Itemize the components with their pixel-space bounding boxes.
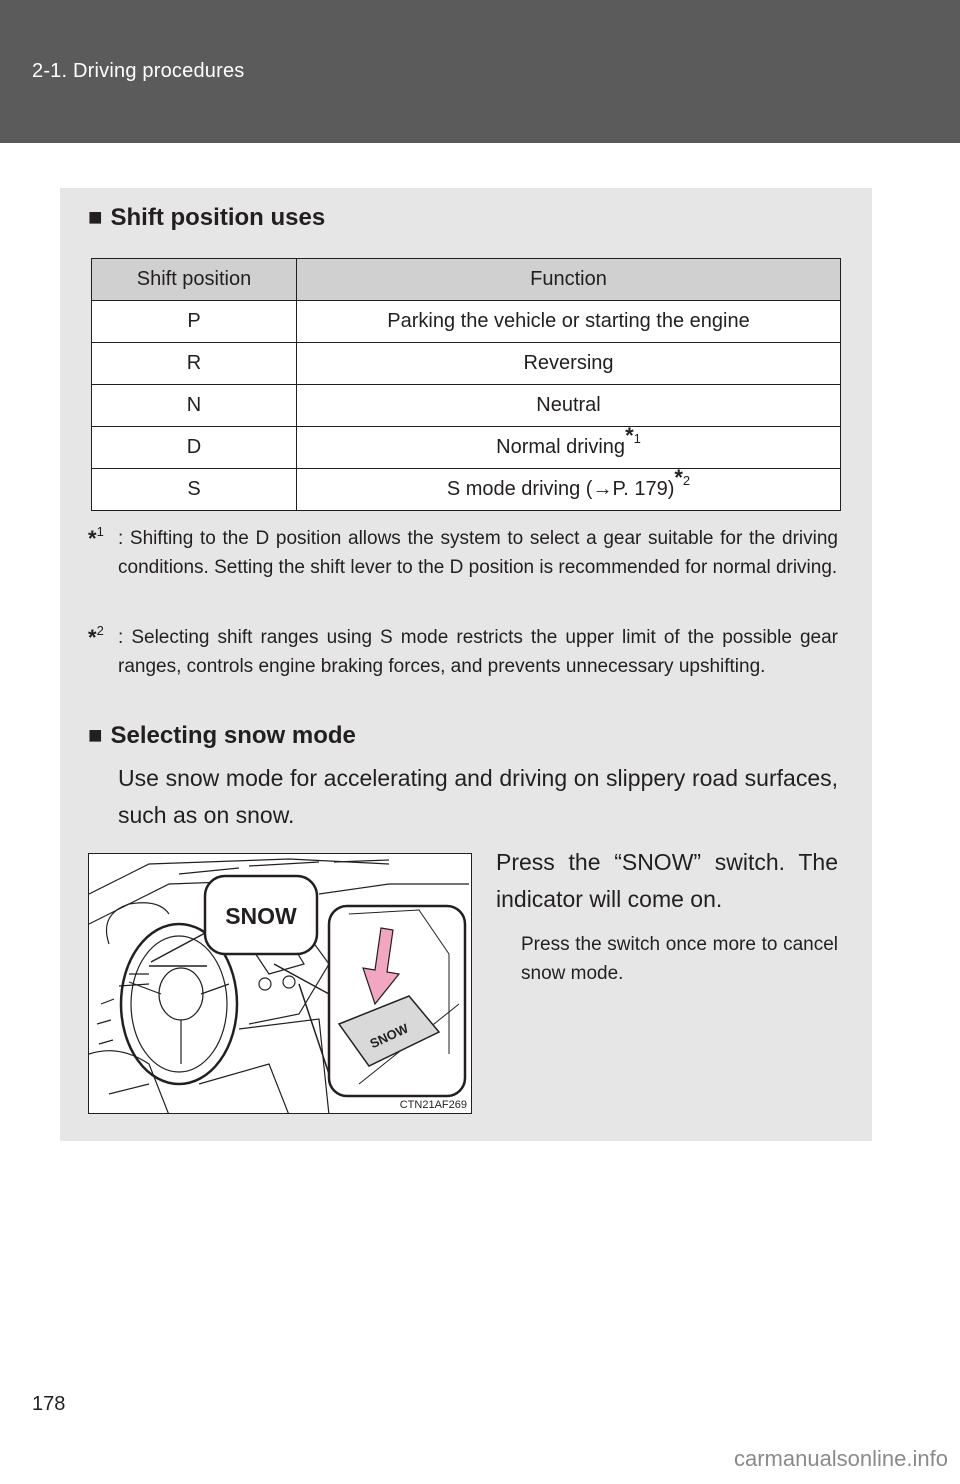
table-cell: D — [92, 427, 297, 469]
footnote-ref: *1 — [625, 423, 641, 448]
shift-position-table — [91, 258, 841, 511]
square-bullet-icon: ■ — [88, 204, 103, 231]
switch-label: SNOW — [367, 1020, 411, 1052]
cabin-drawing — [89, 854, 472, 1114]
footnote-ref: *2 — [674, 465, 691, 490]
snow-mode-heading: ■ Selecting snow mode — [88, 722, 356, 749]
snow-mode-instruction: Press the “SNOW” switch. The indicator will come on. — [496, 849, 838, 912]
table-row — [92, 469, 841, 511]
footnote-2: *$^2$ : Selecting shift ranges using S mode restricts the upper limit of the possible gear ranges, controls engine braking forces, and prevents unnecessary upshifting. — [88, 623, 838, 677]
square-bullet-icon: ■ — [88, 722, 103, 749]
snow-mode-note: Press the switch once more to cancel snow mode. — [521, 934, 838, 984]
table-header-cell: Shift position — [92, 259, 297, 301]
table-header-cell: Function — [297, 259, 841, 301]
snow-switch-illustration — [88, 853, 472, 1114]
callout-label: SNOW — [225, 903, 297, 929]
table-cell: S — [92, 469, 297, 511]
table-cell: N — [92, 385, 297, 427]
table-cell: R — [92, 343, 297, 385]
table-row — [92, 301, 841, 343]
table-header-row — [92, 259, 841, 301]
table-cell: Reversing — [297, 343, 841, 385]
section-title: 2-1. Driving procedures — [32, 60, 245, 82]
snow-mode-intro: Use snow mode for accelerating and driving on slippery road surfaces, such as on snow. — [118, 765, 838, 828]
page-header — [0, 0, 960, 143]
table-cell: Parking the vehicle or starting the engine — [297, 301, 841, 343]
table-cell: P — [92, 301, 297, 343]
shift-uses-heading: ■ Shift position uses — [88, 204, 326, 231]
watermark: carmanualsonline.info — [733, 1446, 948, 1471]
illustration-code: CTN21AF269 — [399, 1099, 467, 1111]
table-cell: Neutral — [297, 385, 841, 427]
footnote-1: *$^1$ : Shifting to the D position allows the system to select a gear suitable for the driving conditions. Setting the shift lever to the D position is recommended for normal driving. — [88, 524, 838, 578]
page-number: 178 — [32, 1393, 66, 1415]
table-cell: S mode driving (→P. 179)$^{*2}$ — [297, 469, 841, 511]
table-row — [92, 427, 841, 469]
table-row — [92, 343, 841, 385]
table-cell: Normal driving$^{*1}$ — [297, 427, 841, 469]
table-row — [92, 385, 841, 427]
